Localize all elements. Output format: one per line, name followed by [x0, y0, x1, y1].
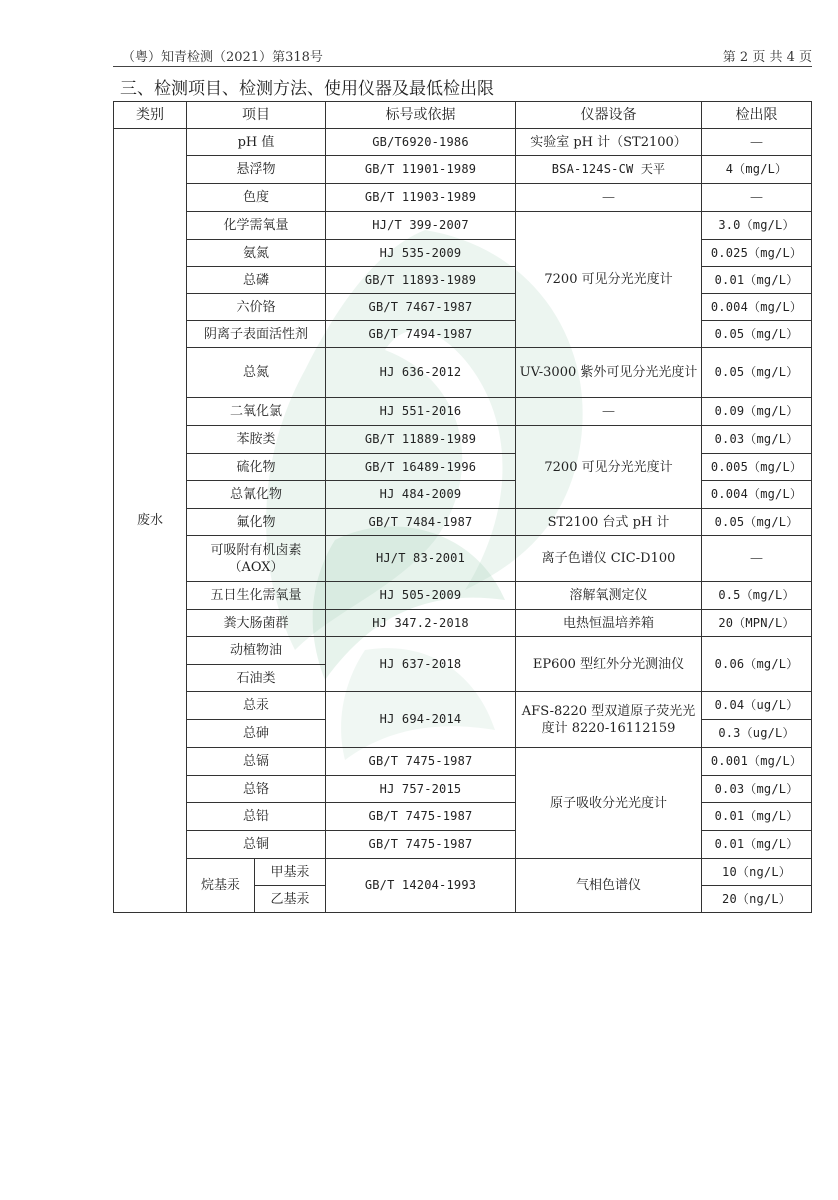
instrument-cell: 7200 可见分光光度计	[516, 212, 702, 348]
table-row	[114, 184, 812, 212]
limit-cell: —	[702, 129, 812, 156]
table-row	[114, 398, 812, 426]
limit-cell: 0.025（mg/L）	[702, 240, 812, 267]
limit-cell: 0.05（mg/L）	[702, 509, 812, 536]
instrument-cell: 电热恒温培养箱	[516, 610, 702, 637]
item-cell: 总铜	[187, 831, 326, 859]
table-row	[114, 212, 812, 240]
table-row	[114, 831, 812, 859]
limit-cell: —	[702, 536, 812, 582]
limit-cell: 0.04（ug/L）	[702, 692, 812, 720]
limit-cell: 0.01（mg/L）	[702, 803, 812, 831]
item-cell: 化学需氧量	[187, 212, 326, 240]
table-row	[114, 294, 812, 321]
standard-cell: HJ 535-2009	[326, 240, 516, 267]
table-row	[114, 426, 812, 454]
table-row	[114, 748, 812, 776]
item-cell: 氨氮	[187, 240, 326, 267]
standard-cell: GB/T 11889-1989	[326, 426, 516, 454]
limit-cell: 0.3（ug/L）	[702, 720, 812, 748]
limit-cell: 0.03（mg/L）	[702, 776, 812, 803]
standard-cell: HJ 347.2-2018	[326, 610, 516, 637]
item-cell: 硫化物	[187, 454, 326, 481]
header-instrument: 仪器设备	[516, 102, 702, 129]
item-cell: 动植物油	[187, 637, 326, 665]
header-standard: 标号或依据	[326, 102, 516, 129]
item-cell: 总氰化物	[187, 481, 326, 509]
table-row	[114, 156, 812, 184]
header-limit: 检出限	[702, 102, 812, 129]
limit-cell: 10（ng/L）	[702, 859, 812, 886]
table-row	[114, 859, 812, 886]
table-row	[114, 692, 812, 720]
item-cell: 色度	[187, 184, 326, 212]
limit-cell: 4（mg/L）	[702, 156, 812, 184]
item-cell: 总汞	[187, 692, 326, 720]
instrument-cell: UV-3000 紫外可见分光光度计	[516, 348, 702, 398]
standard-cell: GB/T6920-1986	[326, 129, 516, 156]
standard-cell: GB/T 14204-1993	[326, 859, 516, 913]
limit-cell: 0.01（mg/L）	[702, 831, 812, 859]
item-cell: 苯胺类	[187, 426, 326, 454]
standard-cell: HJ 637-2018	[326, 637, 516, 692]
standard-cell: HJ/T 83-2001	[326, 536, 516, 582]
instrument-cell: 离子色谱仪 CIC-D100	[516, 536, 702, 582]
table-row	[114, 348, 812, 398]
limit-cell: 20（MPN/L）	[702, 610, 812, 637]
limit-cell: 0.09（mg/L）	[702, 398, 812, 426]
item-cell: 石油类	[187, 665, 326, 692]
item-cell: 总砷	[187, 720, 326, 748]
header-item: 项目	[187, 102, 326, 129]
instrument-cell: 实验室 pH 计（ST2100）	[516, 129, 702, 156]
item-cell: 总铬	[187, 776, 326, 803]
table-row	[114, 267, 812, 294]
limit-cell: 0.005（mg/L）	[702, 454, 812, 481]
limit-cell: 0.001（mg/L）	[702, 748, 812, 776]
item-cell: 总镉	[187, 748, 326, 776]
table-header-row	[114, 102, 812, 129]
item-cell: 二氧化氯	[187, 398, 326, 426]
instrument-cell: 7200 可见分光光度计	[516, 426, 702, 509]
report-number: （粤）知青检测（2021）第318号	[122, 50, 323, 65]
standard-cell: GB/T 11903-1989	[326, 184, 516, 212]
item-cell: pH 值	[187, 129, 326, 156]
table-row	[114, 776, 812, 803]
standard-cell: HJ/T 399-2007	[326, 212, 516, 240]
standard-cell: GB/T 11901-1989	[326, 156, 516, 184]
subitem-cell: 甲基汞	[255, 859, 326, 886]
standard-cell: GB/T 7475-1987	[326, 831, 516, 859]
item-cell: 总氮	[187, 348, 326, 398]
instrument-cell: ST2100 台式 pH 计	[516, 509, 702, 536]
item-cell: 可吸附有机卤素（AOX）	[187, 536, 326, 582]
item-cell: 总磷	[187, 267, 326, 294]
standard-cell: GB/T 16489-1996	[326, 454, 516, 481]
item-cell: 悬浮物	[187, 156, 326, 184]
limit-cell: 0.5（mg/L）	[702, 582, 812, 610]
standard-cell: HJ 694-2014	[326, 692, 516, 748]
subitem-cell: 乙基汞	[255, 886, 326, 913]
table-row	[114, 582, 812, 610]
table-row	[114, 454, 812, 481]
instrument-cell: 原子吸收分光光度计	[516, 748, 702, 859]
category-cell: 废水	[114, 129, 187, 913]
table-row	[114, 803, 812, 831]
table-row	[114, 481, 812, 509]
limit-cell: 0.06（mg/L）	[702, 637, 812, 692]
standard-cell: HJ 505-2009	[326, 582, 516, 610]
table-row	[114, 610, 812, 637]
standard-cell: GB/T 7494-1987	[326, 321, 516, 348]
standard-cell: GB/T 11893-1989	[326, 267, 516, 294]
header-rule	[113, 66, 812, 67]
table-row	[114, 321, 812, 348]
instrument-cell: —	[516, 398, 702, 426]
standard-cell: GB/T 7475-1987	[326, 748, 516, 776]
instrument-cell: AFS-8220 型双道原子荧光光度计 8220-16112159	[516, 692, 702, 748]
table-row	[114, 129, 812, 156]
standard-cell: HJ 636-2012	[326, 348, 516, 398]
item-cell: 氟化物	[187, 509, 326, 536]
standard-cell: GB/T 7475-1987	[326, 803, 516, 831]
instrument-cell: 溶解氧测定仪	[516, 582, 702, 610]
instrument-cell: 气相色谱仪	[516, 859, 702, 913]
limit-cell: 0.004（mg/L）	[702, 294, 812, 321]
limit-cell: 0.05（mg/L）	[702, 348, 812, 398]
standard-cell: GB/T 7467-1987	[326, 294, 516, 321]
instrument-cell: —	[516, 184, 702, 212]
item-cell: 六价铬	[187, 294, 326, 321]
detection-table	[113, 101, 812, 913]
limit-cell: 0.01（mg/L）	[702, 267, 812, 294]
section-title: 三、检测项目、检测方法、使用仪器及最低检出限	[120, 79, 494, 99]
header-category: 类别	[114, 102, 187, 129]
item-cell: 阴离子表面活性剂	[187, 321, 326, 348]
standard-cell: GB/T 7484-1987	[326, 509, 516, 536]
table-row	[114, 536, 812, 582]
standard-cell: HJ 551-2016	[326, 398, 516, 426]
item-cell: 烷基汞	[187, 859, 255, 913]
limit-cell: 0.03（mg/L）	[702, 426, 812, 454]
limit-cell: 0.05（mg/L）	[702, 321, 812, 348]
standard-cell: HJ 484-2009	[326, 481, 516, 509]
table-row	[114, 240, 812, 267]
limit-cell: 3.0（mg/L）	[702, 212, 812, 240]
limit-cell: —	[702, 184, 812, 212]
limit-cell: 0.004（mg/L）	[702, 481, 812, 509]
table-row	[114, 509, 812, 536]
instrument-cell: BSA-124S-CW 天平	[516, 156, 702, 184]
standard-cell: HJ 757-2015	[326, 776, 516, 803]
table-row	[114, 637, 812, 665]
item-cell: 五日生化需氧量	[187, 582, 326, 610]
instrument-cell: EP600 型红外分光测油仪	[516, 637, 702, 692]
item-cell: 总铅	[187, 803, 326, 831]
page-indicator: 第 2 页 共 4 页	[722, 50, 812, 65]
limit-cell: 20（ng/L）	[702, 886, 812, 913]
item-cell: 粪大肠菌群	[187, 610, 326, 637]
